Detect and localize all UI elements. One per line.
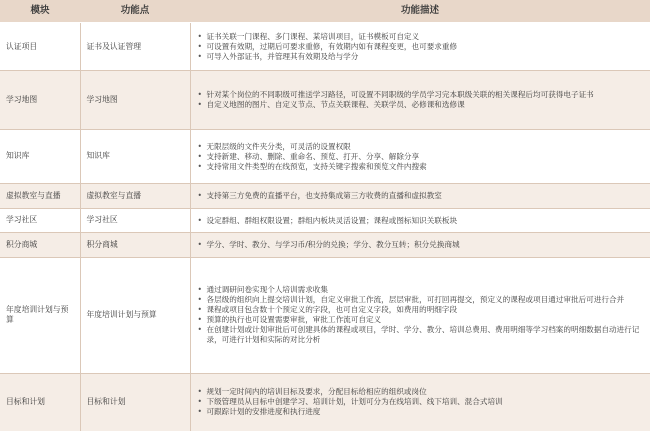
description-cell xyxy=(190,233,650,258)
description-item: • 规划一定时间内的培训目标及要求，分配目标给相应的组织或岗位 xyxy=(197,387,645,397)
description-item: • 自定义地图的图片、自定义节点、节点关联课程、关联学员、必修课和选修课 xyxy=(197,100,645,110)
description-item: • 通过调研问卷实现个人培训需求收集 xyxy=(197,285,645,295)
table-row xyxy=(0,130,650,184)
module-cell: 年度培训计划与预算 xyxy=(0,258,80,374)
feature-point-cell: 知识库 xyxy=(80,130,190,184)
table-row xyxy=(0,183,650,208)
description-item: • 支持新建、移动、删除、重命名、预览、打开、分享、解除分享 xyxy=(197,152,645,162)
feature-point-cell: 学习地图 xyxy=(80,71,190,130)
description-cell xyxy=(190,208,650,233)
description-item: • 可导入外部证书，并管理其有效期及给与学分 xyxy=(197,52,645,62)
feature-point-cell: 年度培训计划与预算 xyxy=(80,258,190,374)
description-item: • 证书关联一门课程、多门课程、某培训项目，证书模板可自定义 xyxy=(197,32,645,42)
description-item: • 支持常用文件类型的在线预览，支持关键字搜索和预览文件内搜索 xyxy=(197,162,645,172)
table-row xyxy=(0,23,650,71)
description-list xyxy=(197,216,645,226)
description-list xyxy=(197,142,645,172)
description-item: • 课程或项目包含数十个预定义的字段，也可自定义字段，如费用的明细字段 xyxy=(197,305,645,315)
module-cell: 认证项目 xyxy=(0,23,80,71)
description-list xyxy=(197,387,645,417)
header-feature-point: 功能点 xyxy=(80,0,190,23)
description-item: • 可跟踪计划的安排进度和执行进度 xyxy=(197,407,645,417)
description-item: • 设定群组、群组权限设置；群组内板块灵活设置；课程或图标知识关联板块 xyxy=(197,216,645,226)
module-cell: 虚拟教室与直播 xyxy=(0,183,80,208)
module-cell: 知识库 xyxy=(0,130,80,184)
feature-point-cell: 积分商城 xyxy=(80,233,190,258)
table-row xyxy=(0,233,650,258)
module-cell: 学习地图 xyxy=(0,71,80,130)
module-cell: 目标和计划 xyxy=(0,373,80,431)
description-item: • 针对某个岗位的不同职级可推送学习路径，可设置不同职级的学员学习完本职级关联的相关课程后均可获得电子证书 xyxy=(197,90,645,100)
module-cell: 学习社区 xyxy=(0,208,80,233)
table-row xyxy=(0,258,650,374)
description-item: • 学分、学时、教分、与学习币/积分的兑换；学分、教分互转；积分兑换商城 xyxy=(197,240,645,250)
description-cell xyxy=(190,183,650,208)
description-item: • 下级管理员从目标中创建学习、培训计划，计划可分为在线培训、线下培训、混合式培训 xyxy=(197,397,645,407)
header-description: 功能描述 xyxy=(190,0,650,23)
description-cell xyxy=(190,71,650,130)
table-row xyxy=(0,71,650,130)
table-row xyxy=(0,208,650,233)
description-item: • 无限层级的文件夹分类，可灵活的设置权限 xyxy=(197,142,645,152)
description-item: • 预算的执行也可设置需要审批，审批工作流可自定义 xyxy=(197,315,645,325)
description-item: • 可设置有效期，过期后可要求重修，有效期内如有课程变更，也可要求重修 xyxy=(197,42,645,52)
feature-point-cell: 证书及认证管理 xyxy=(80,23,190,71)
description-list xyxy=(197,285,645,345)
description-list xyxy=(197,90,645,110)
description-list xyxy=(197,240,645,250)
header-module: 模块 xyxy=(0,0,80,23)
description-item: • 在创建计划或计划审批后可创建具体的课程或项目，学时、学分、教分、培训总费用、费用明细等学习档案的明细数据自动进行记录，可进行计划和实际的对比分析 xyxy=(197,325,645,345)
description-item: • 各层级的组织向上提交培训计划，自定义审批工作流，层层审批，可打回再提交，预定义的课程或项目通过审批后可进行合并 xyxy=(197,295,645,305)
description-cell xyxy=(190,130,650,184)
header-row xyxy=(0,0,650,23)
table-body xyxy=(0,23,650,431)
description-item: • 支持第三方免费的直播平台，也支持集成第三方收费的直播和虚拟教室 xyxy=(197,191,645,201)
table-row xyxy=(0,373,650,431)
feature-point-cell: 虚拟教室与直播 xyxy=(80,183,190,208)
feature-point-cell: 目标和计划 xyxy=(80,373,190,431)
module-cell: 积分商城 xyxy=(0,233,80,258)
feature-point-cell: 学习社区 xyxy=(80,208,190,233)
description-list xyxy=(197,191,645,201)
description-cell xyxy=(190,23,650,71)
description-cell xyxy=(190,373,650,431)
description-list xyxy=(197,32,645,62)
description-cell xyxy=(190,258,650,374)
